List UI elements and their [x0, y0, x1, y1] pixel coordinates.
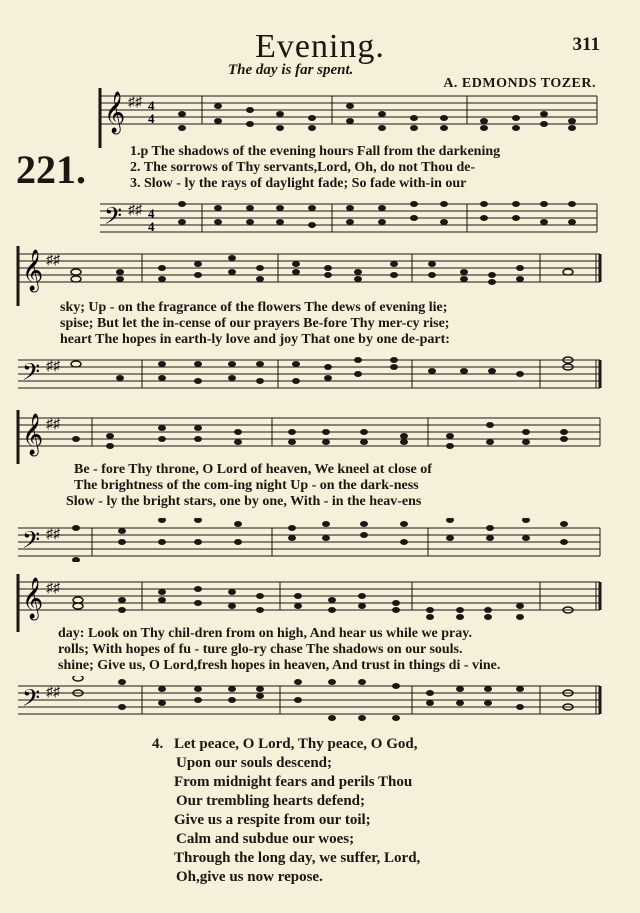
verse-line: Oh,give us now repose. [176, 869, 323, 885]
bass-staff [92, 198, 602, 238]
svg-text:♯♯: ♯♯ [46, 253, 60, 268]
svg-text:𝄞: 𝄞 [104, 92, 126, 133]
lyric-line: 3. Slow - ly the rays of daylight fade; So fade with-in our [130, 176, 467, 191]
treble-staff [12, 568, 606, 632]
lyric-line: rolls; With hopes of fu - ture glo-ry chase The shadows on our souls. [58, 642, 463, 657]
svg-text:𝄞: 𝄞 [22, 578, 44, 618]
svg-text:4: 4 [148, 219, 155, 234]
motto: The day is far spent. [228, 62, 354, 78]
composer: A. EDMONDS TOZER. [443, 76, 596, 91]
svg-text:♯♯: ♯♯ [46, 417, 60, 432]
svg-text:4: 4 [148, 206, 155, 221]
treble-staff [12, 246, 606, 306]
verse-line: Calm and subdue our woes; [176, 831, 355, 847]
lyric-line: Slow - ly the bright stars, one by one, With - in the heav-ens [66, 494, 422, 509]
treble-staff [92, 88, 602, 148]
lyric-line: 2. The sorrows of Thy servants,Lord, Oh, do not Thou de- [130, 160, 476, 175]
svg-text:𝄢: 𝄢 [22, 360, 41, 391]
page-number: 311 [572, 34, 600, 55]
svg-text:♯♯: ♯♯ [128, 95, 142, 110]
lyric-line: shine; Give us, O Lord,fresh hopes in heaven, And trust in things di - vine. [58, 658, 501, 673]
verse-line: Let peace, O Lord, Thy peace, O God, [174, 736, 418, 752]
svg-text:𝄞: 𝄞 [22, 414, 44, 454]
svg-text:♯♯: ♯♯ [128, 203, 142, 218]
verse-line: From midnight fears and perils Thou [174, 774, 413, 790]
svg-text:♯♯: ♯♯ [46, 581, 60, 596]
svg-text:♯♯: ♯♯ [46, 527, 60, 542]
verse-number: 4. [152, 736, 164, 752]
lyric-line: 1.p The shadows of the evening hours Fall from the darkening [130, 144, 501, 159]
music-system-2 [0, 246, 640, 396]
music-system-4 [0, 568, 640, 728]
verse-line: Through the long day, we suffer, Lord, [174, 850, 421, 866]
hymn-title: Evening. [255, 28, 385, 65]
lyric-line: day: Look on Thy chil-dren from on high, And hear us while we pray. [58, 626, 472, 641]
svg-text:4: 4 [148, 111, 155, 126]
svg-text:𝄢: 𝄢 [22, 686, 41, 717]
lyric-line: The brightness of the com-ing night Up - on the dark-ness [74, 478, 419, 493]
lyric-line: Be - fore Thy throne, O Lord of heaven, We kneel at close of [74, 462, 432, 477]
svg-text:𝄢: 𝄢 [104, 204, 123, 235]
svg-text:4: 4 [148, 98, 155, 113]
verse-line: Upon our souls descend; [176, 755, 333, 771]
lyric-line: heart The hopes in earth-ly love and joy That one by one de-part: [60, 332, 450, 347]
music-system-3 [0, 404, 640, 564]
lyric-line: sky; Up - on the fragrance of the flowers The dews of evening lie; [60, 300, 448, 315]
verse-line: Our trembling hearts defend; [176, 793, 366, 809]
lyric-line: spise; But let the in-cense of our prayers Be-fore Thy mer-cy rise; [60, 316, 450, 331]
svg-text:𝄢: 𝄢 [22, 528, 41, 559]
svg-text:♯♯: ♯♯ [46, 685, 60, 700]
verse-line: Give us a respite from our toil; [174, 812, 371, 828]
svg-text:𝄞: 𝄞 [22, 250, 44, 290]
bass-staff [12, 676, 606, 722]
bass-staff [12, 354, 606, 394]
music-system-1 [0, 88, 640, 238]
hymn-number: 221. [16, 147, 86, 192]
bass-staff [12, 518, 606, 562]
treble-staff [12, 404, 606, 464]
svg-text:♯♯: ♯♯ [46, 359, 60, 374]
verse-4 [152, 735, 420, 887]
